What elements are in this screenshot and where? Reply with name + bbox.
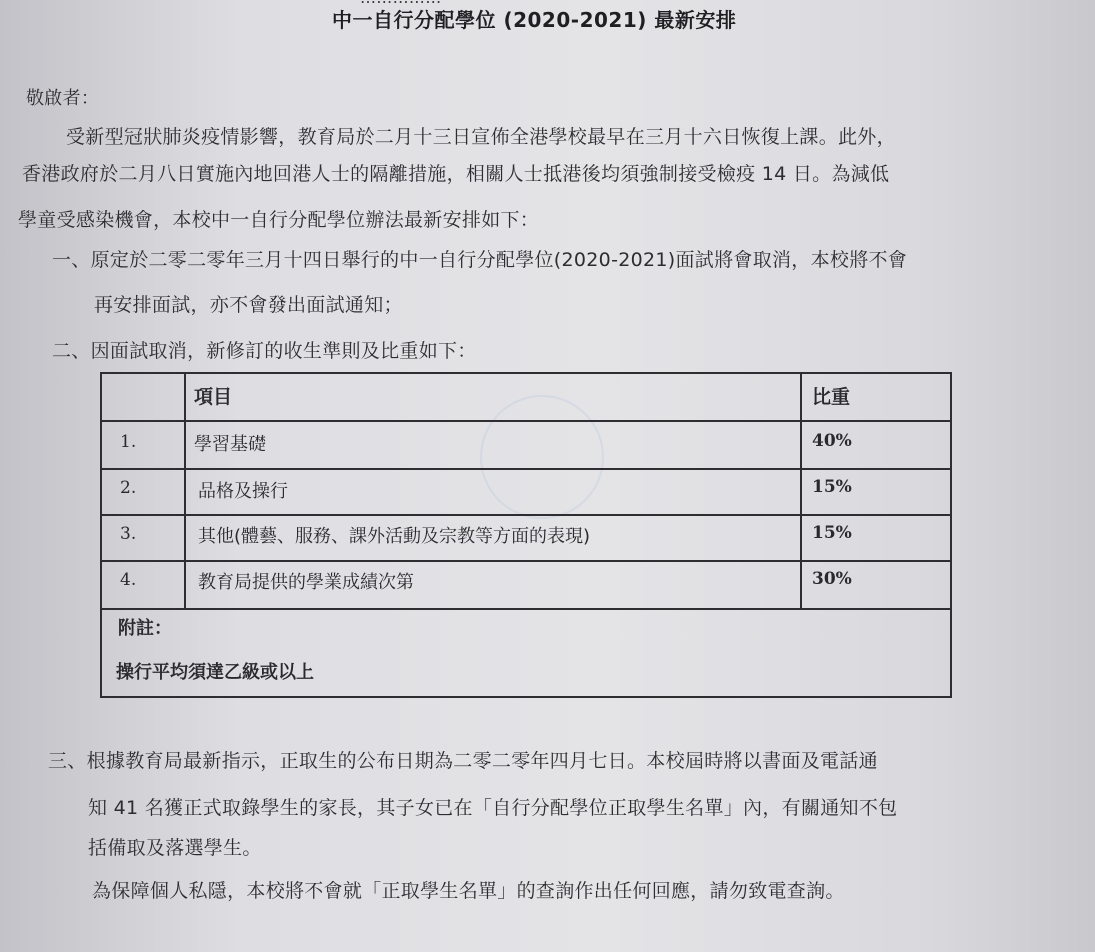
- table-row-4-item: 教育局提供的學業成績次第: [198, 572, 414, 593]
- point-3-line-1: 三、根據教育局最新指示，正取生的公布日期為二零二零年四月七日。本校屆時將以書面及電話通: [48, 750, 878, 772]
- criteria-table: [100, 372, 952, 698]
- table-row-4-no: 4.: [120, 570, 137, 590]
- table-row-1-weight: 40%: [812, 431, 852, 451]
- intro-line-1: 受新型冠狀肺炎疫情影響，教育局於二月十三日宣佈全港學校最早在三月十六日恢復上課。此外，: [66, 126, 896, 148]
- table-header-item: 項目: [194, 386, 233, 408]
- table-row-divider: [102, 608, 950, 610]
- table-col-divider-1: [184, 374, 186, 608]
- point-1-line-1: 一、原定於二零二零年三月十四日舉行的中一自行分配學位(2020-2021)面試將會取消，本校將不會: [52, 249, 908, 271]
- table-row-divider: [102, 514, 950, 516]
- table-row-divider: [102, 420, 950, 422]
- point-3-line-4: 為保障個人私隱，本校將不會就「正取學生名單」的查詢作出任何回應，請勿致電查詢。: [92, 880, 845, 902]
- table-row-1-item: 學習基礎: [194, 434, 266, 455]
- table-row-2-no: 2.: [120, 478, 137, 498]
- table-row-2-item: 品格及操行: [198, 481, 288, 502]
- document-title: 中一自行分配學位 (2020-2021) 最新安排: [332, 8, 737, 32]
- table-row-3-no: 3.: [120, 524, 137, 544]
- table-row-2-weight: 15%: [812, 477, 852, 497]
- table-note-text: 操行平均須達乙級或以上: [116, 662, 314, 683]
- intro-line-2: 香港政府於二月八日實施內地回港人士的隔離措施，相關人士抵港後均須強制接受檢疫 14 日。為減低: [22, 163, 890, 185]
- table-note-label: 附註：: [118, 618, 172, 639]
- table-row-divider: [102, 468, 950, 470]
- table-col-divider-2: [800, 374, 802, 608]
- table-row-3-item: 其他(體藝、服務、課外活動及宗教等方面的表現): [198, 526, 591, 547]
- point-3-line-3: 括備取及落選學生。: [88, 837, 262, 859]
- table-header-weight: 比重: [812, 386, 851, 408]
- point-3-line-2: 知 41 名獲正式取錄學生的家長，其子女已在「自行分配學位正取學生名單」內，有關通知不包: [88, 797, 898, 819]
- point-2: 二、因面試取消，新修訂的收生準則及比重如下：: [52, 340, 477, 362]
- intro-line-3: 學童受感染機會，本校中一自行分配學位辦法最新安排如下：: [18, 209, 540, 231]
- table-row-4-weight: 30%: [812, 569, 852, 589]
- point-1-line-2: 再安排面試，亦不會發出面試通知；: [94, 294, 403, 316]
- table-row-3-weight: 15%: [812, 523, 852, 543]
- salutation: 敬啟者：: [26, 88, 100, 109]
- table-row-divider: [102, 560, 950, 562]
- table-row-1-no: 1.: [120, 432, 137, 452]
